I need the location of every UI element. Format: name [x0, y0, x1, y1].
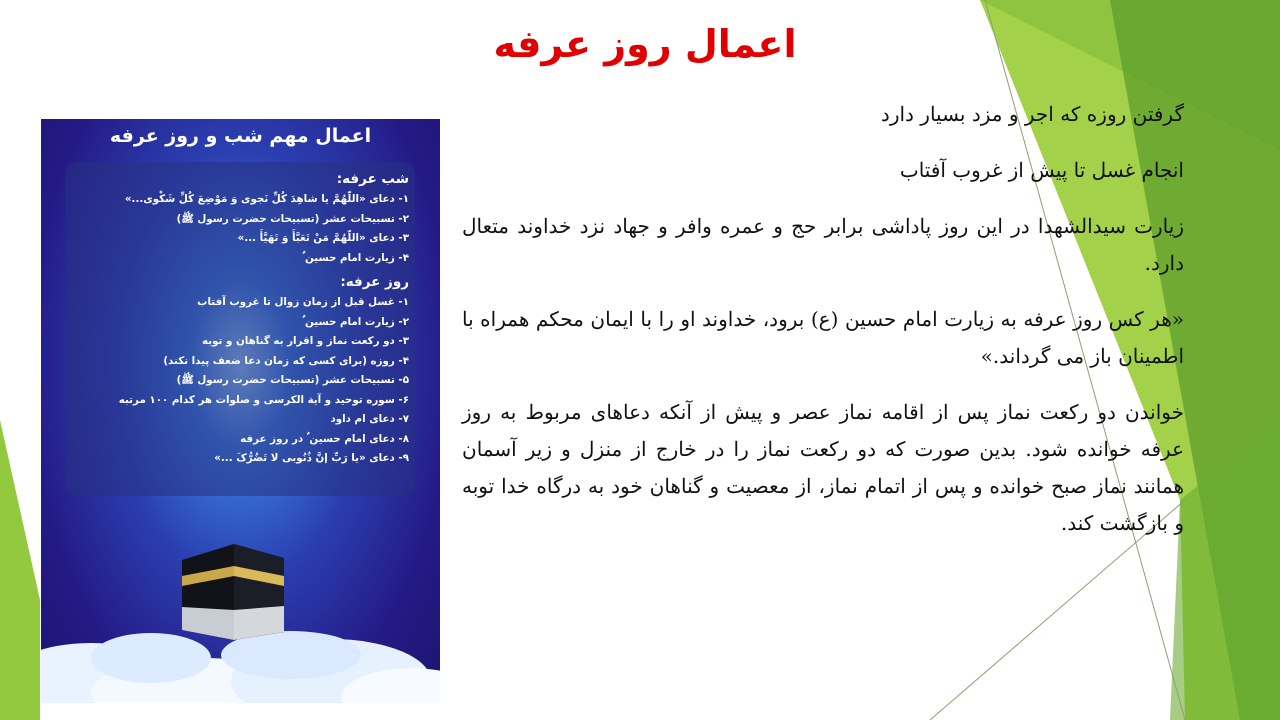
arafah-poster-image [41, 119, 440, 703]
paragraph-prayer: خواندن دو رکعت نماز پس از اقامه نماز عصر و پیش از آنکه دعاهای مربوط به روز عرفه خوانده شود. بدین صورت که دو رکعت نماز را در خارج از منزل و زیر آسمان همانند نماز صبح خوانده و پس از اتمام نماز، از معصیت و گناهان خود به درگاه خدا توبه و بازگشت کند. [462, 400, 1184, 535]
poster-night-item-4: ۴- زیارت امام حسین ؑ [302, 251, 409, 264]
poster-day-item-1: ۱- غسل قبل از زمان زوال تا غروب آفتاب [197, 296, 409, 308]
poster-night-heading: شب عرفه: [336, 171, 409, 187]
poster-day-item-4: ۴- روزه (برای کسی که زمان دعا ضعف پیدا نکند) [163, 354, 409, 367]
poster-night-item-2: ۲- تسبیحات عشر (تسبیحات حضرت رسول ﷺ) [176, 212, 409, 225]
poster-day-item-8: ۸- دعای امام حسین ؑ در روز عرفه [240, 432, 409, 445]
slide-title: اعمال روز عرفه [493, 22, 797, 66]
poster-night-item-1: ۱- دعای «اللّهُمَّ یا شاهِدَ کُلِّ نَجوی وَ مَوْضِعَ کُلِّ شَکْوی...» [124, 193, 409, 205]
poster-day-item-6: ۶- سوره توحید و آیة الکرسی و صلوات هر کدام ۱۰۰ مرتبه [118, 393, 409, 406]
paragraph-ziyarat: زیارت سیدالشهدا در این روز پاداشی برابر حج و عمره وافر و جهاد نزد خداوند متعال دارد. [462, 214, 1184, 275]
kaaba-icon [172, 532, 292, 644]
poster-day-item-3: ۳- دو رکعت نماز و اقرار به گناهان و توبه [201, 335, 409, 347]
paragraph-ghusl: انجام غسل تا پیش از غروب آفتاب [899, 158, 1184, 182]
poster-night-item-3: ۳- دعای «اللّهُمَّ مَنْ تَعَبَّأَ وَ تَهَیَّأَ ...» [237, 232, 409, 244]
poster-title: اعمال مهم شب و روز عرفه [109, 125, 372, 147]
poster-day-item-2: ۲- زیارت امام حسین ؑ [302, 315, 409, 328]
poster-day-item-7: ۷- دعای ام داود [330, 413, 409, 425]
poster-day-item-9: ۹- دعای «یا رَبِّ إنَّ ذُنُوبی لا تَضُرُّکَ ...» [214, 452, 409, 464]
poster-text [71, 169, 409, 469]
paragraph-hadith: «هر کس روز عرفه به زیارت امام حسین (ع) برود، خداوند او را با ایمان محکم همراه با اطمینان باز می گرداند.» [462, 307, 1184, 368]
paragraph-fasting: گرفتن روزه که اجر و مزد بسیار دارد [880, 102, 1184, 126]
poster-day-list [71, 293, 409, 469]
poster-night-list [71, 190, 409, 268]
slide-body [462, 96, 1184, 542]
poster-day-item-5: ۵- تسبیحات عشر (تسبیحات حضرت رسول ﷺ) [176, 374, 409, 386]
poster-day-heading: روز عرفه: [340, 274, 409, 290]
